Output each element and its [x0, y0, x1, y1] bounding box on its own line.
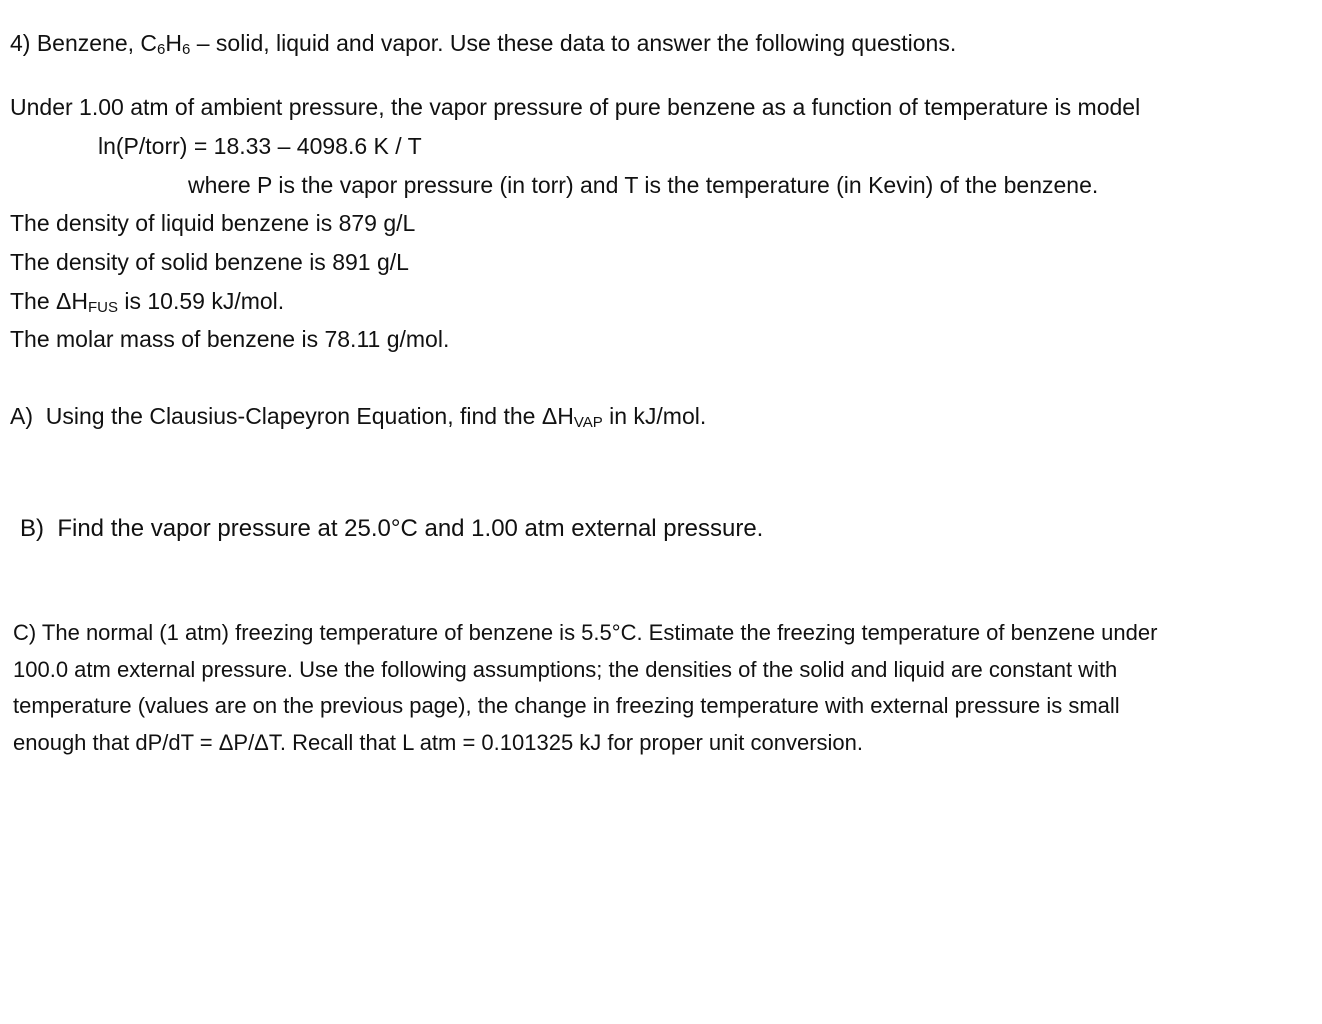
- question-b: [20, 515, 763, 543]
- fus-subscript: FUS: [88, 299, 118, 316]
- title-suffix: – solid, liquid and vapor. Use these data to answer the following questions.: [190, 30, 957, 56]
- question-b-text: Find the vapor pressure at 25.0°C and 1.00 atm external pressure.: [57, 515, 764, 542]
- fus-prefix: The ΔH: [10, 288, 88, 314]
- problem-title: [10, 29, 956, 64]
- solid-density-line: The density of solid benzene is 891 g/L: [10, 249, 409, 275]
- enthalpy-fusion-line: [10, 287, 284, 322]
- question-a-subscript: VAP: [573, 414, 603, 431]
- vapor-pressure-equation: ln(P/torr) = 18.33 – 4098.6 K / T: [98, 133, 422, 159]
- where-clause: where P is the vapor pressure (in torr) and T is the temperature (in Kevin) of the benzene.: [188, 172, 1099, 198]
- title-subscript-2: 6: [182, 41, 191, 58]
- question-a-label: A): [10, 403, 33, 429]
- molar-mass-line: The molar mass of benzene is 78.11 g/mol.: [10, 326, 450, 352]
- question-c-line-3: temperature (values are on the previous page), the change in freezing temperature with external pressure is small: [13, 693, 1120, 718]
- question-a-prefix: Using the Clausius-Clapeyron Equation, find the ΔH: [45, 403, 574, 429]
- question-c: [13, 615, 1157, 761]
- intro-line: Under 1.00 atm of ambient pressure, the vapor pressure of pure benzene as a function of temperature is model: [10, 94, 1141, 120]
- title-prefix: Benzene, C: [36, 30, 158, 56]
- question-c-line-2: 100.0 atm external pressure. Use the following assumptions; the densities of the solid and liquid are constant with: [13, 656, 1118, 682]
- question-b-label: B): [20, 515, 44, 542]
- title-mid: H: [165, 30, 183, 56]
- question-a: [10, 402, 706, 437]
- liquid-density-line: The density of liquid benzene is 879 g/L: [10, 210, 416, 236]
- problem-number: 4): [10, 30, 31, 56]
- question-c-line-4: enough that dP/dT = ΔP/ΔT. Recall that L atm = 0.101325 kJ for proper unit conversion.: [13, 729, 863, 755]
- question-c-line-1: C) The normal (1 atm) freezing temperature of benzene is 5.5°C. Estimate the freezing temperature of benzene under: [13, 620, 1158, 645]
- fus-suffix: is 10.59 kJ/mol.: [118, 288, 285, 314]
- question-a-suffix: in kJ/mol.: [602, 403, 707, 429]
- title-subscript-1: 6: [157, 41, 166, 58]
